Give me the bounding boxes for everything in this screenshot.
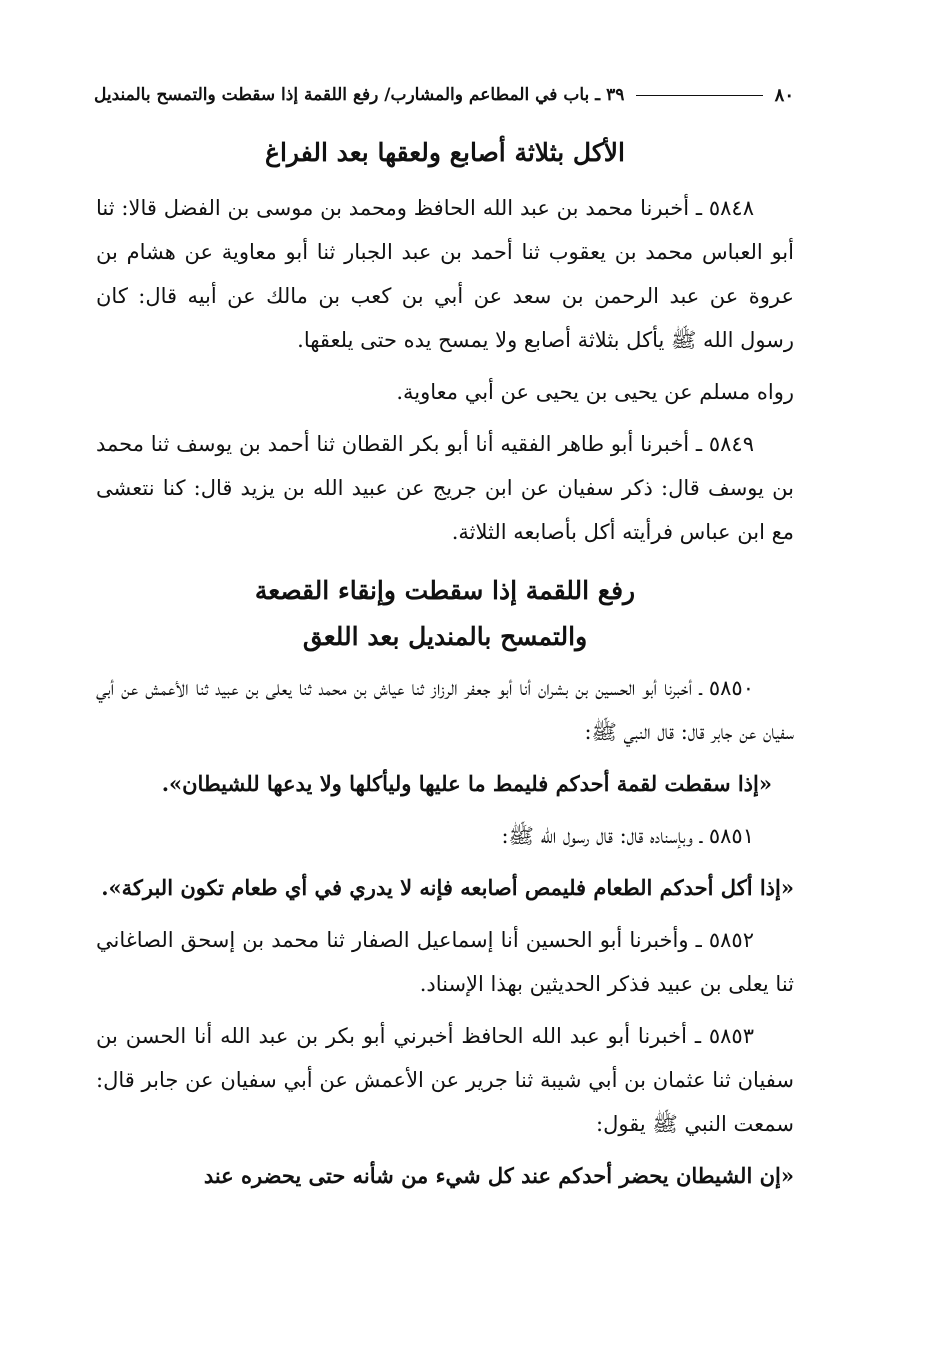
hadith-5853: ٥٨٥٣ ـ أخبرنا أبو عبد الله الحافظ أخبرني أبو بكر بن عبد الله أنا الحسن بن سفيان ثنا عثمان بن أبي شيبة ثنا جرير عن الأعمش عن أبي سفيان عن جابر قال: سمعت النبي ﷺ يقول:	[96, 1024, 794, 1136]
section-heading-eating-three-fingers: الأكل بثلاثة أصابع ولعقها بعد الفراغ	[265, 138, 625, 167]
page-header	[94, 78, 794, 112]
section-heading-line2: والتمسح بالمنديل بعد اللعق	[302, 622, 588, 651]
hadith-5851-quote: «إذا أكل أحدكم الطعام فليمص أصابعه فإنه لا يدري في أي طعام تكون البركة».	[101, 875, 794, 900]
page-content	[96, 130, 794, 1198]
hadith-5848: ٥٨٤٨ ـ أخبرنا محمد بن عبد الله الحافظ ومحمد بن موسى بن الفضل قالا: ثنا أبو العباس محمد بن يعقوب ثنا أحمد بن عبد الجبار ثنا أبو معاوية عن هشام بن عروة عن عبد الرحمن بن سعد عن أبي بن كعب بن مالك عن أبيه قال: كان رسول الله ﷺ يأكل بثلاثة أصابع ولا يمسح يده حتى يلعقها.	[96, 196, 794, 352]
hadith-5849: ٥٨٤٩ ـ أخبرنا أبو طاهر الفقيه أنا أبو بكر القطان ثنا أحمد بن يوسف ثنا محمد بن يوسف قال: ذكر سفيان عن ابن جريج عن عبيد الله بن يزيد قال: كنا نتعشى مع ابن عباس فرأيته أكل بأصابعه الثلاثة.	[96, 432, 794, 544]
hadith-5852: ٥٨٥٢ ـ وأخبرنا أبو الحسين أنا إسماعيل الصفار ثنا محمد بن إسحق الصاغاني ثنا يعلى بن عبيد فذكر الحديثين بهذا الإسناد.	[96, 928, 794, 996]
hadith-5850-quote: «إذا سقطت لقمة أحدكم فليمط ما عليها وليأكلها ولا يدعها للشيطان».	[161, 771, 772, 796]
running-title: ٣٩ ـ باب في المطاعم والمشارب/ رفع اللقمة إذا سقطت والتمسح بالمنديل	[94, 85, 625, 105]
hadith-5851: ٥٨٥١ ـ وبإسناده قال: قال رسول الله ﷺ:	[501, 824, 754, 848]
hadith-5848-note: رواه مسلم عن يحيى بن يحيى عن أبي معاوية.	[396, 380, 794, 404]
section-heading-lifting-morsel	[96, 568, 794, 660]
header-rule	[636, 95, 762, 96]
hadith-5850: ٥٨٥٠ ـ أخبرنا أبو الحسين بن بشران أنا أبو جعفر الرزاز ثنا عياش بن محمد ثنا يعلى بن عبيد ثنا الأعمش عن أبي سفيان عن جابر قال: قال النبي ﷺ:	[96, 676, 794, 744]
hadith-5853-quote: «إن الشيطان يحضر أحدكم عند كل شيء من شأنه حتى يحضره عند	[203, 1163, 794, 1188]
section-heading-line1: رفع اللقمة إذا سقطت وإنقاء القصعة	[254, 576, 636, 605]
page-number: ٨٠	[774, 84, 794, 106]
